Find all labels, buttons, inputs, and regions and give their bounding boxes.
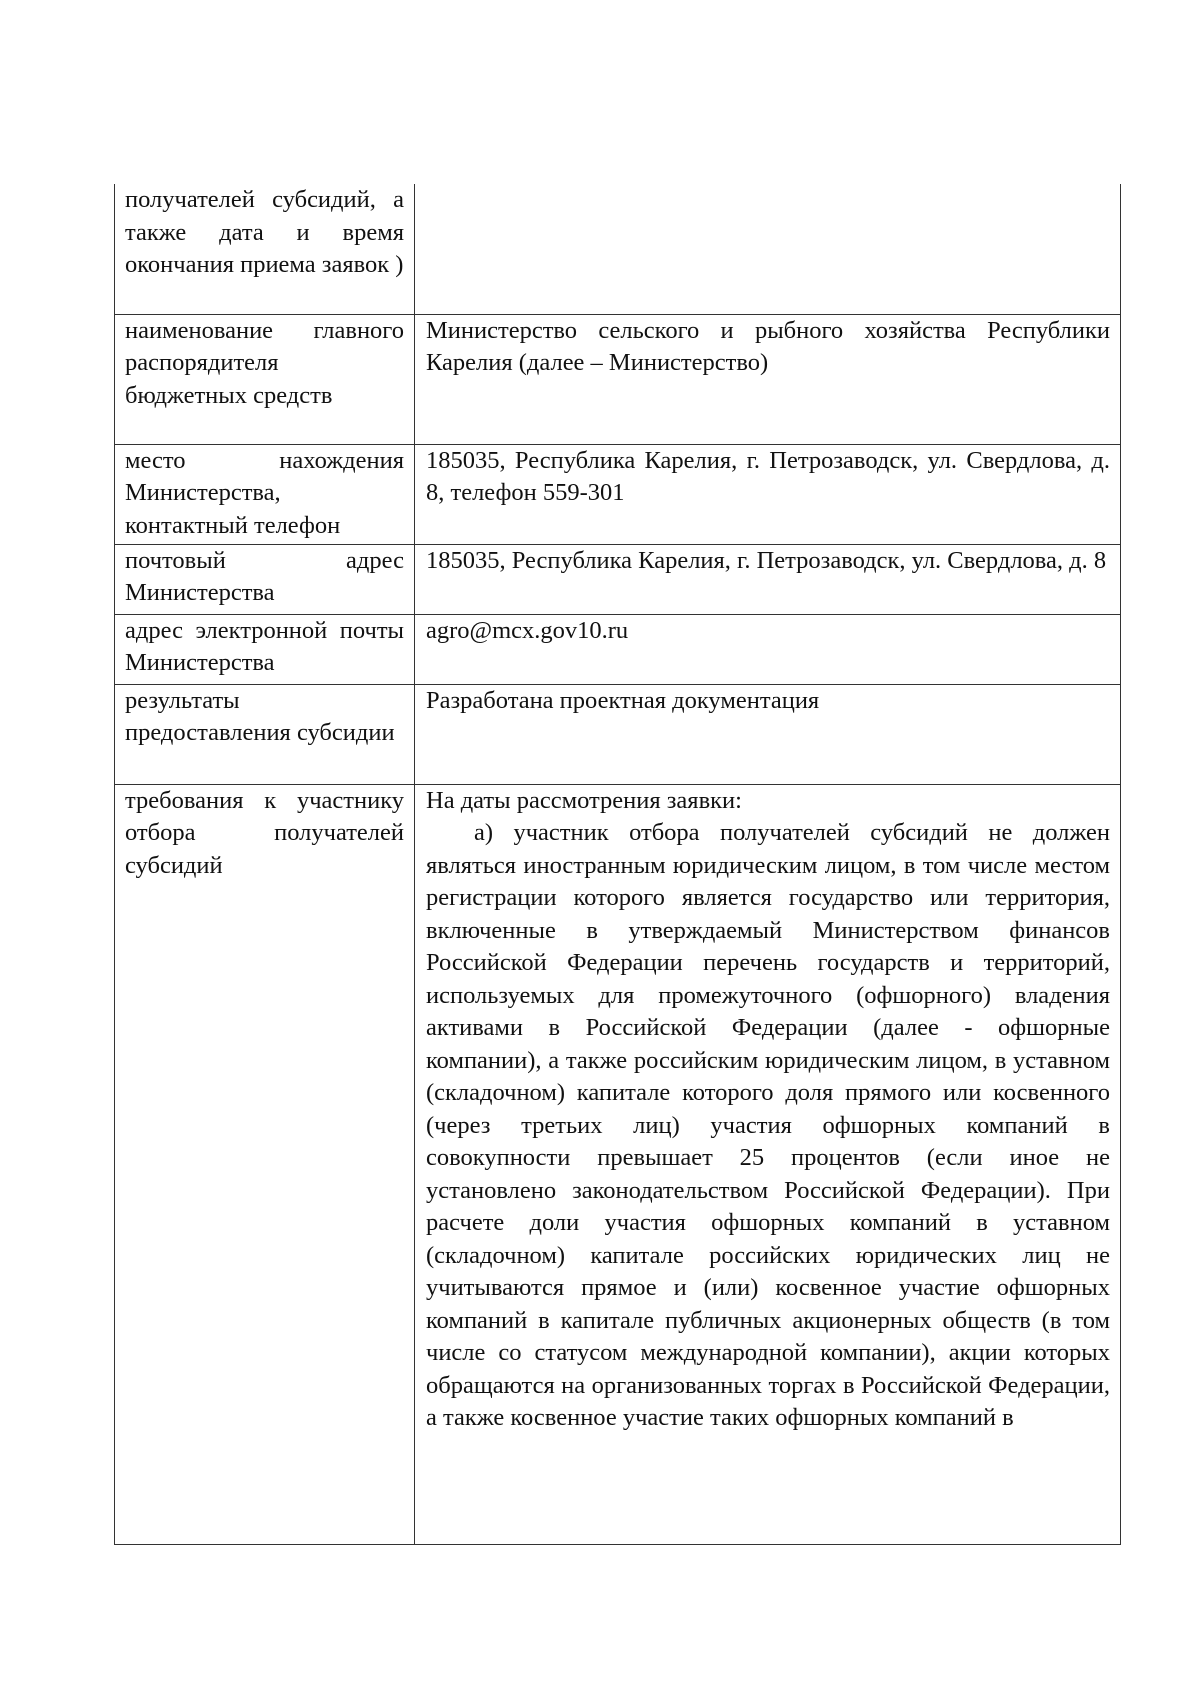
table-row [115, 184, 1121, 314]
table-row [115, 784, 1121, 1544]
requirements-paragraph: а) участник отбора получателей субсидий не должен являться иностранным юридическим лицом, в том числе местом регистрации которого является государство или территория, включенные в утверждаемый Министерством финансов Российской Федерации перечень государств и территорий, используемых для промежуточного (офшорного) владения активами в Российской Федерации (далее - офшорные компании), а также российским юридическим лицом, в уставном (складочном) капитале которого доля прямого или косвенного (через третьих лиц) участия офшорных компаний в совокупности превышает 25 процентов (если иное не установлено законодательством Российской Федерации). При расчете доли участия офшорных компаний в уставном (складочном) капитале российских юридических лиц не учитываются прямое и (или) косвенное участие офшорных компаний в капитале публичных акционерных обществ (в том числе со статусом международной компании), акции которых обращаются на организованных торгах в Российской Федерации, а также косвенное участие таких офшорных компаний в [426, 819, 1110, 1431]
row-value: 185035, Республика Карелия, г. Петрозаводск, ул. Свердлова, д. 8 [415, 544, 1121, 614]
requisites-table [114, 184, 1121, 1545]
row-label: требования к участнику отбора получателей субсидий [115, 784, 415, 1544]
row-value: Министерство сельского и рыбного хозяйства Республики Карелия (далее – Министерство) [415, 314, 1121, 444]
row-label: место нахождения Министерства, контактный телефон [115, 444, 415, 544]
row-label: почтовый адрес Министерства [115, 544, 415, 614]
table-row [115, 314, 1121, 444]
row-label: получателей субсидий, а также дата и время окончания приема заявок ) [115, 184, 415, 314]
row-value [415, 184, 1121, 314]
row-value: 185035, Республика Карелия, г. Петрозаводск, ул. Свердлова, д. 8, телефон 559-301 [415, 444, 1121, 544]
row-label: результаты предоставления субсидии [115, 684, 415, 784]
row-value [415, 784, 1121, 1544]
row-label: наименование главного распорядителя бюджетных средств [115, 314, 415, 444]
table-row [115, 544, 1121, 614]
table-row [115, 614, 1121, 684]
requirements-intro: На даты рассмотрения заявки: [426, 786, 742, 814]
table-row [115, 444, 1121, 544]
row-value: Разработана проектная документация [415, 684, 1121, 784]
table-row [115, 684, 1121, 784]
row-label: адрес электронной почты Министерства [115, 614, 415, 684]
row-value: agro@mcx.gov10.ru [415, 614, 1121, 684]
